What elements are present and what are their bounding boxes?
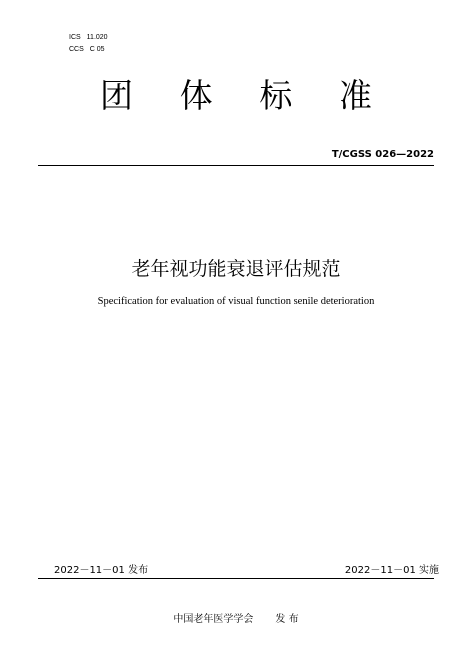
standard-type-heading xyxy=(100,76,372,116)
standard-type-char: 团 xyxy=(100,76,133,115)
implementation-date: 2022－11－01 实施 xyxy=(344,565,439,576)
standard-type-char: 标 xyxy=(259,76,293,115)
ccs-label: CCS xyxy=(69,46,84,53)
ics-value: 11.020 xyxy=(86,34,108,41)
title-english: Specification for evaluation of visual function senile deterioration xyxy=(97,296,375,307)
standard-code: T/CGSS 026—2022 xyxy=(331,149,434,160)
standard-type-char: 体 xyxy=(179,76,213,115)
bottom-divider xyxy=(38,578,434,579)
standard-type-char: 准 xyxy=(338,76,372,115)
publisher-line xyxy=(0,614,472,626)
ics-label: ICS xyxy=(69,34,81,41)
ics-classification xyxy=(69,33,108,42)
issue-date: 2022－11－01 发布 xyxy=(54,565,149,576)
publisher-action: 发 布 xyxy=(275,614,299,625)
publisher-name: 中国老年医学学会 xyxy=(173,614,254,625)
top-divider xyxy=(38,165,434,166)
title-chinese: 老年视功能衰退评估规范 xyxy=(131,258,341,280)
ccs-value: C 05 xyxy=(89,46,105,53)
ccs-classification xyxy=(69,45,105,54)
